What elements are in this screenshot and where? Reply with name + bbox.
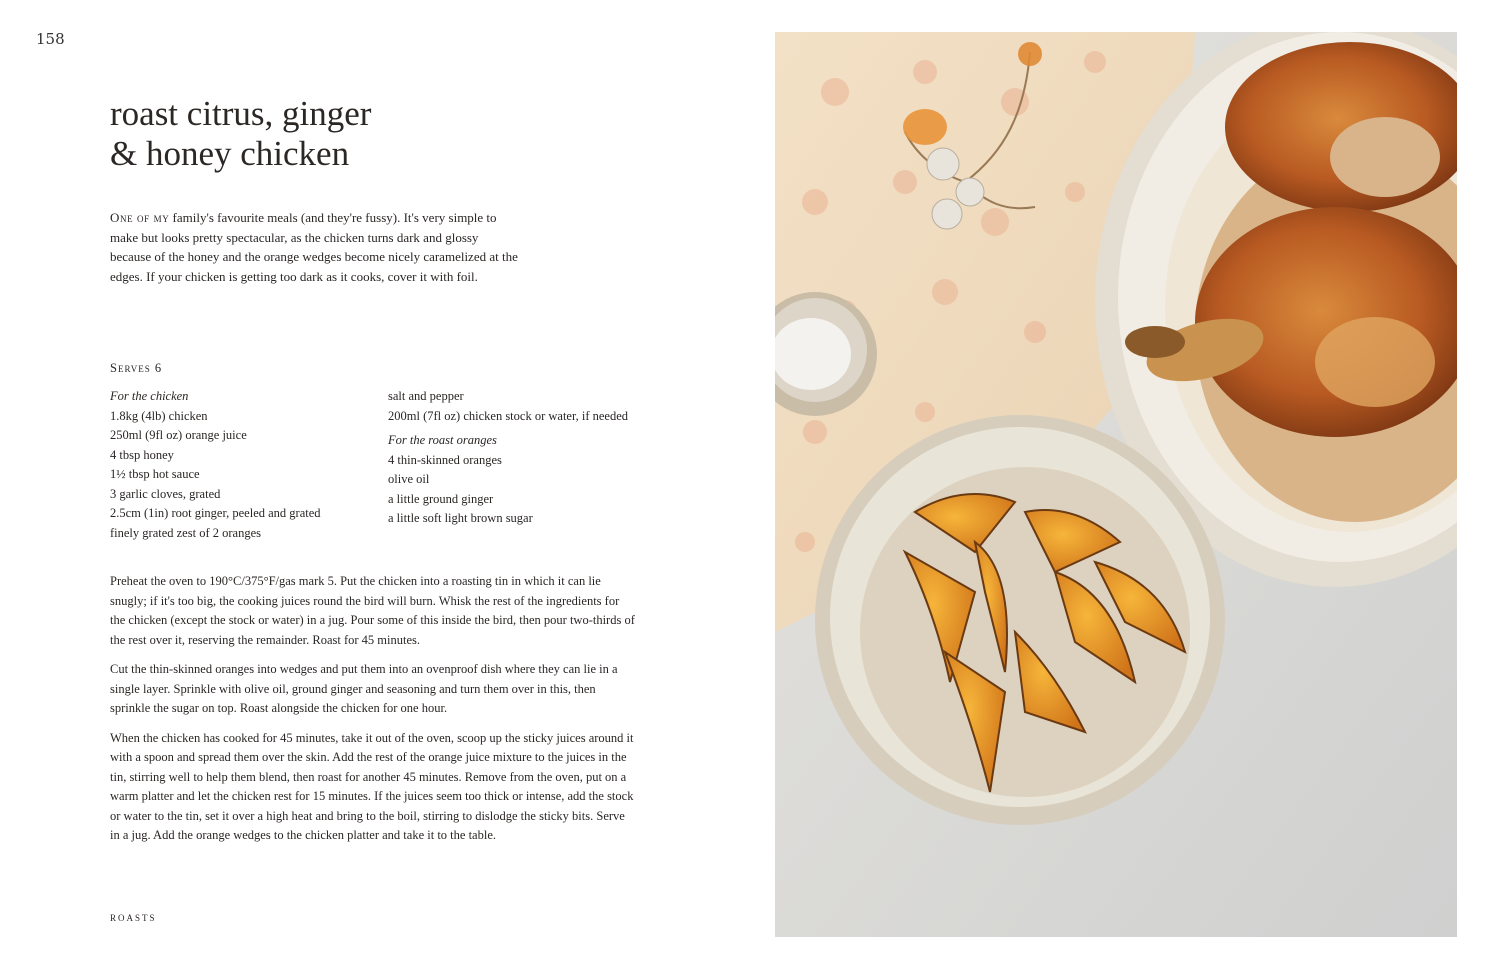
ingredient-item: 4 tbsp honey xyxy=(110,447,174,462)
chicken-ingredients-heading: For the chicken xyxy=(110,389,189,403)
serves-label: Serves 6 xyxy=(110,361,163,375)
page-number: 158 xyxy=(36,30,65,48)
method-paragraph: Preheat the oven to 190°C/375°F/gas mark 5. Put the chicken into a roasting tin in which it can lie snugly; if it's too big, the cooking juices round the bird will burn. Whisk the rest of the ingredients for the chicken (except the stock or water) in a jug. Pour some of this inside the bird, then pour two-thirds of the rest over it, reserving the remainder. Roast for 45 minutes. xyxy=(110,574,635,647)
recipe-intro xyxy=(110,208,520,286)
intro-lead: One of my xyxy=(110,210,170,225)
ingredient-item: 2.5cm (1in) root ginger, peeled and grated xyxy=(110,506,321,520)
physalis-lantern xyxy=(903,109,947,145)
method-paragraph: Cut the thin-skinned oranges into wedges and put them into an ovenproof dish where they can lie in a single layer. Sprinkle with olive oil, ground ginger and seasoning and turn them over in this, then sprinkle the sugar on top. Roast alongside the chicken for one hour. xyxy=(110,662,618,715)
ingredient-item: olive oil xyxy=(388,472,430,486)
ingredient-item: 250ml (9fl oz) orange juice xyxy=(110,428,247,442)
method-paragraph: When the chicken has cooked for 45 minutes, take it out of the oven, scoop up the sticky juices around it with a spoon and spread them over the skin. Add the rest of the orange juice mixture to the juices in the tin, stirring well to help them blend, then roast for another 45 minutes. Remove from the oven, put on a warm platter and let the chicken rest for 15 minutes. If the juices seem too thick or intense, add the stock or water to the tin, set it over a high heat and bring to the boil, stirring to dislodge the sticky bits. Serve in a jug. Add the orange wedges to the chicken platter and take it to the table. xyxy=(110,730,634,842)
ingredient-item: salt and pepper xyxy=(388,389,464,403)
physalis-lantern xyxy=(1018,42,1042,66)
ingredient-item: 3 garlic cloves, grated xyxy=(110,486,221,501)
recipe-title xyxy=(110,94,371,174)
recipe-photo xyxy=(775,32,1457,937)
section-label: ROASTS xyxy=(110,913,157,923)
ingredient-item: 4 thin-skinned oranges xyxy=(388,452,502,467)
method-text xyxy=(110,572,635,856)
recipe-title-line-2: & honey chicken xyxy=(110,134,350,173)
food-photo-illustration xyxy=(775,32,1457,937)
ingredient-item: 200ml (7fl oz) chicken stock or water, if needed xyxy=(388,408,629,423)
ingredient-item: 1.8kg (4lb) chicken xyxy=(110,408,208,423)
ingredient-item: a little ground ginger xyxy=(388,491,494,506)
ingredient-item: a little soft light brown sugar xyxy=(388,511,533,525)
ingredient-item: 1½ tbsp hot sauce xyxy=(110,467,200,481)
oranges-ingredients-heading: For the roast oranges xyxy=(388,433,497,447)
intro-body: family's favourite meals (and they're fussy). It's very simple to make but looks pretty spectacular, as the chicken turns dark and glossy because of the honey and the orange wedges become nicely caramelized at the edges. If your chicken is getting too dark as it cooks, cover it with foil. xyxy=(110,210,518,284)
ingredients-column-right xyxy=(388,387,648,529)
recipe-title-line-1: roast citrus, ginger xyxy=(110,94,372,133)
ingredients-column-left xyxy=(110,387,370,543)
ingredient-item: finely grated zest of 2 oranges xyxy=(110,525,261,540)
